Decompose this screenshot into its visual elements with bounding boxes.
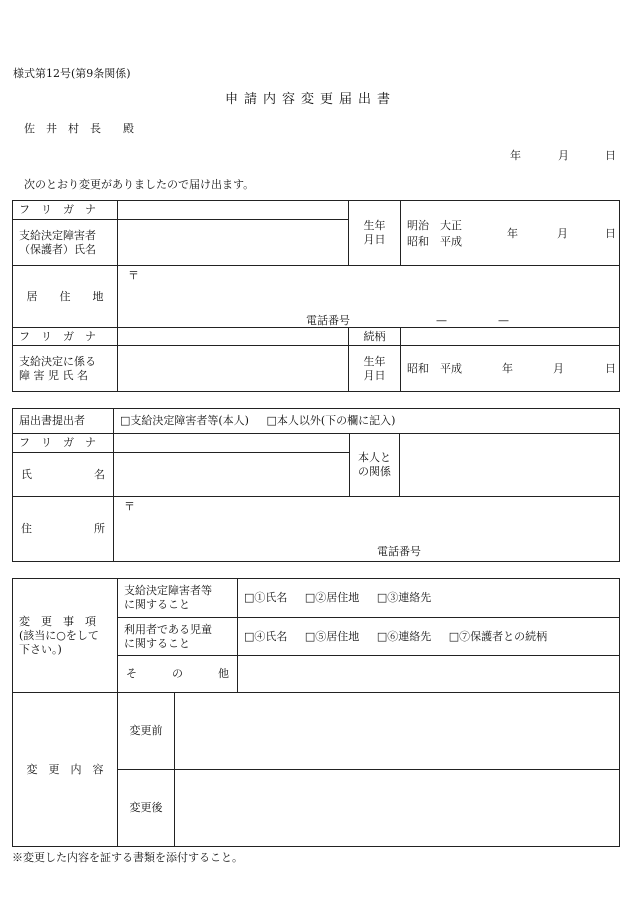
child-name-input[interactable] (118, 346, 349, 392)
submitter-table (12, 408, 620, 562)
submitter-address-label: 住 所 (13, 497, 114, 562)
before-label: 変更前 (118, 693, 175, 770)
child-birthdate-field[interactable]: 昭和 平成 年 月 日 (401, 346, 620, 392)
relation-label: 続柄 (349, 328, 401, 346)
category-child-label: 利用者である児童 に関すること (118, 618, 238, 656)
option-self-checkbox[interactable]: □支給決定障害者等(本人) (120, 414, 249, 427)
phone-label: 電話番号 (306, 314, 350, 327)
option-name-1[interactable]: □①氏名 (244, 591, 288, 604)
postal-mark: 〒 (128, 269, 139, 282)
submitter-name-label: 氏 名 (13, 453, 114, 497)
submitter-label: 届出書提出者 (13, 409, 114, 434)
footnote: ※変更した内容を証する書類を添付すること。 (12, 851, 243, 864)
relation-to-self-input[interactable] (400, 434, 620, 497)
address-label: 居 住 地 (13, 266, 118, 328)
intro-text: 次のとおり変更がありましたので届け出ます。 (24, 178, 255, 191)
child-birthdate-label: 生年 月日 (349, 346, 401, 392)
furigana-input[interactable] (118, 201, 349, 220)
option-contact-6[interactable]: □⑥連絡先 (376, 629, 432, 643)
page-title: 申請内容変更届出書 (225, 92, 397, 107)
phone-label: 電話番号 (377, 545, 421, 558)
date-year-label: 年 (510, 149, 521, 162)
form-number: 様式第12号(第9条関係) (13, 67, 131, 80)
option-guardian-relation-7[interactable]: □⑦保護者との続柄 (448, 629, 548, 643)
option-other-checkbox[interactable]: □本人以外(下の欄に記入) (266, 414, 396, 427)
postal-mark: 〒 (124, 500, 135, 513)
furigana2-input[interactable] (118, 328, 349, 346)
category-child-options (238, 618, 620, 656)
recipient-name-input[interactable] (118, 220, 349, 266)
change-table (12, 578, 620, 847)
birthdate-label: 生年 月日 (349, 201, 401, 266)
child-name-label: 支給決定に係る 障 害 児 氏 名 (13, 346, 118, 392)
furigana-label: フ リ ガ ナ (13, 201, 118, 220)
addressee: 佐 井 村 長 殿 (24, 122, 134, 135)
option-residence-2[interactable]: □②居住地 (304, 591, 360, 604)
before-input[interactable] (175, 693, 620, 770)
category-other-input[interactable] (238, 656, 620, 693)
category-recipient-options (238, 579, 620, 618)
category-other-label: そ の 他 (118, 656, 238, 693)
submitter-furigana-input[interactable] (114, 434, 350, 453)
submitter-name-input[interactable] (114, 453, 350, 497)
birthdate-field[interactable]: 明治 大正 昭和 平成 年 月 日 (401, 201, 620, 266)
date-day-label: 日 (605, 149, 616, 162)
submitter-options (114, 409, 620, 434)
category-recipient-label: 支給決定障害者等 に関すること (118, 579, 238, 618)
submitter-furigana-label: フ リ ガ ナ (13, 434, 114, 453)
change-content-label: 変 更 内 容 (13, 693, 118, 847)
relation-input[interactable] (401, 328, 620, 346)
furigana2-label: フ リ ガ ナ (13, 328, 118, 346)
address-field[interactable]: 〒 電話番号 — — (118, 266, 620, 328)
submitter-address-field[interactable] (114, 497, 620, 562)
recipient-name-label: 支給決定障害者 （保護者）氏名 (13, 220, 118, 266)
relation-to-self-label: 本人と の関係 (350, 434, 400, 497)
option-name-4[interactable]: □④氏名 (244, 629, 288, 643)
option-contact-3[interactable]: □③連絡先 (376, 591, 432, 604)
change-items-label: 変 更 事 項 (該当に○をして 下さい。) (13, 579, 118, 693)
option-residence-5[interactable]: □⑤居住地 (304, 629, 360, 643)
after-input[interactable] (175, 770, 620, 847)
date-month-label: 月 (558, 149, 569, 162)
applicant-table (12, 200, 620, 392)
after-label: 変更後 (118, 770, 175, 847)
